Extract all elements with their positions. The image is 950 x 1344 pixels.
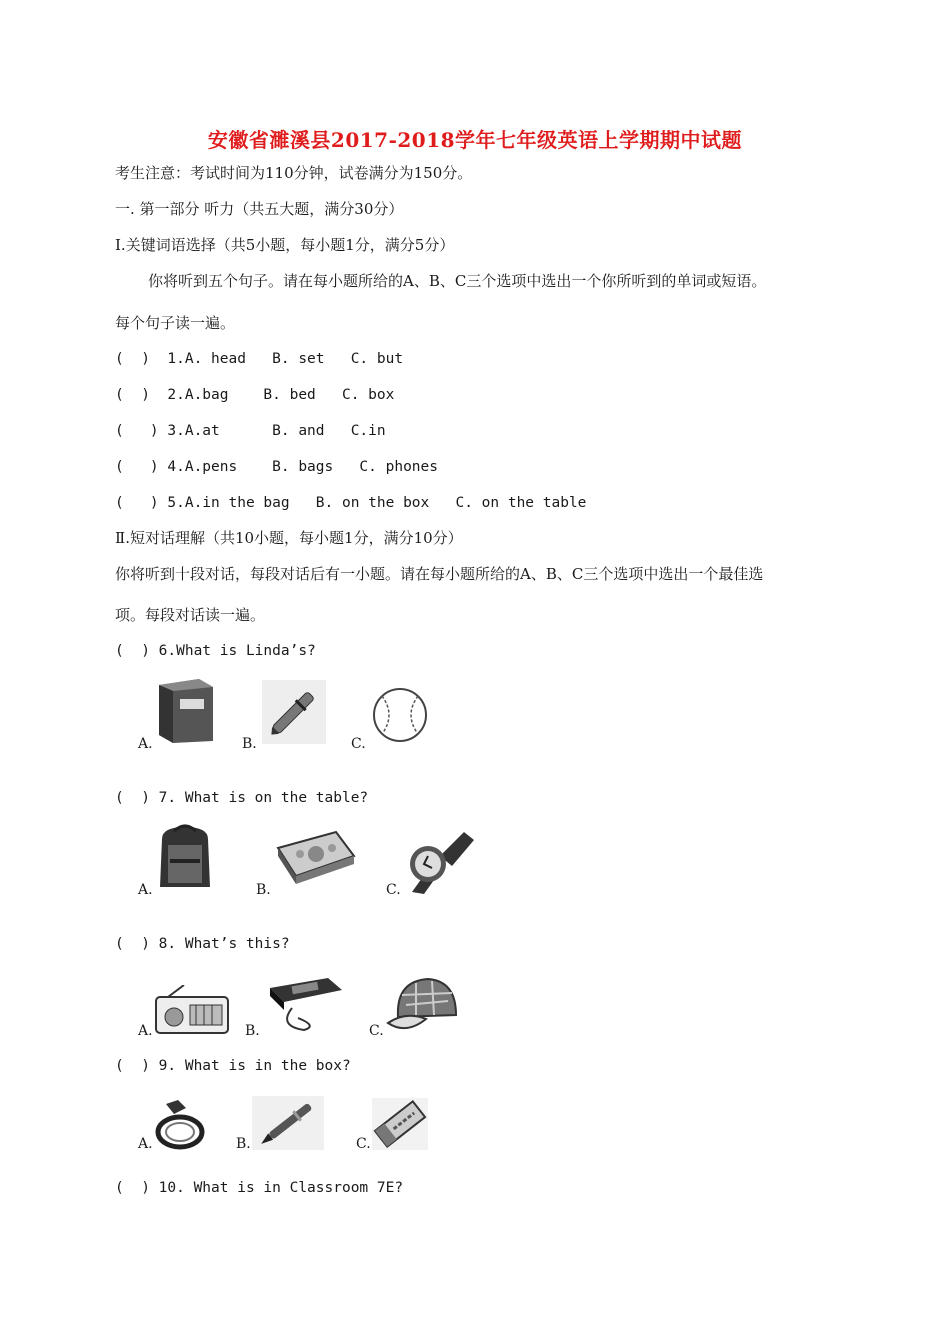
question-1: ( ) 1.A. head B. set C. but bbox=[115, 351, 404, 367]
exam-notice: 考生注意：考试时间为110分钟，试卷满分为150分。 bbox=[115, 164, 473, 182]
option-a-label: A. bbox=[138, 736, 153, 752]
option-c-label: C. bbox=[386, 882, 401, 898]
cassette-player-icon bbox=[268, 974, 344, 1034]
section2-instruction: 你将听到十段对话，每段对话后有一小题。请在每小题所给的A、B、C三个选项中选出一个最佳选 bbox=[115, 565, 764, 583]
section1-instruction-cont: 每个句子读一遍。 bbox=[115, 314, 236, 332]
option-c-label: C. bbox=[351, 736, 366, 752]
watch-icon bbox=[402, 826, 476, 896]
eraser-icon bbox=[372, 1098, 428, 1150]
question-9: ( ) 9. What is in the box? bbox=[115, 1058, 351, 1074]
option-a-label: A. bbox=[138, 1136, 153, 1152]
section1-heading: Ⅰ.关键词语选择（共5小题，每小题1分，满分5分） bbox=[115, 236, 455, 254]
question-4: ( ) 4.A.pens B. bags C. phones bbox=[115, 459, 439, 475]
pencil-box-icon bbox=[274, 826, 356, 888]
option-c-label: C. bbox=[356, 1136, 371, 1152]
exam-title: 安徽省濉溪县2017-2018学年七年级英语上学期期中试题 bbox=[207, 128, 743, 152]
radio-icon bbox=[154, 985, 230, 1035]
part1-heading: 一. 第一部分 听力（共五大题，满分30分） bbox=[115, 200, 404, 218]
option-b-label: B. bbox=[242, 736, 257, 752]
cap-icon bbox=[386, 975, 462, 1039]
question-5: ( ) 5.A.in the bag B. on the box C. on the table bbox=[115, 495, 587, 511]
backpack-icon bbox=[152, 823, 218, 891]
book-icon bbox=[155, 677, 217, 745]
pen-icon bbox=[262, 680, 326, 744]
option-c-label: C. bbox=[369, 1023, 384, 1039]
option-b-label: B. bbox=[256, 882, 271, 898]
option-b-label: B. bbox=[236, 1136, 251, 1152]
question-3: ( ) 3.A.at B. and C.in bbox=[115, 423, 386, 439]
question-10: ( ) 10. What is in Classroom 7E? bbox=[115, 1180, 404, 1196]
fountain-pen-icon bbox=[252, 1096, 324, 1150]
ring-icon bbox=[152, 1100, 210, 1150]
option-a-label: A. bbox=[138, 1023, 153, 1039]
baseball-icon bbox=[370, 686, 430, 744]
question-6: ( ) 6.What is Linda’s? bbox=[115, 643, 316, 659]
section2-instruction-cont: 项。每段对话读一遍。 bbox=[115, 606, 266, 624]
question-7: ( ) 7. What is on the table? bbox=[115, 790, 369, 806]
option-a-label: A. bbox=[138, 882, 153, 898]
section1-instruction: 你将听到五个句子。请在每小题所给的A、B、C三个选项中选出一个你所听到的单词或短语。 bbox=[148, 272, 767, 290]
section2-heading: Ⅱ.短对话理解（共10小题，每小题1分，满分10分） bbox=[115, 529, 463, 547]
option-b-label: B. bbox=[245, 1023, 260, 1039]
question-8: ( ) 8. What’s this? bbox=[115, 936, 290, 952]
question-2: ( ) 2.A.bag B. bed C. box bbox=[115, 387, 395, 403]
